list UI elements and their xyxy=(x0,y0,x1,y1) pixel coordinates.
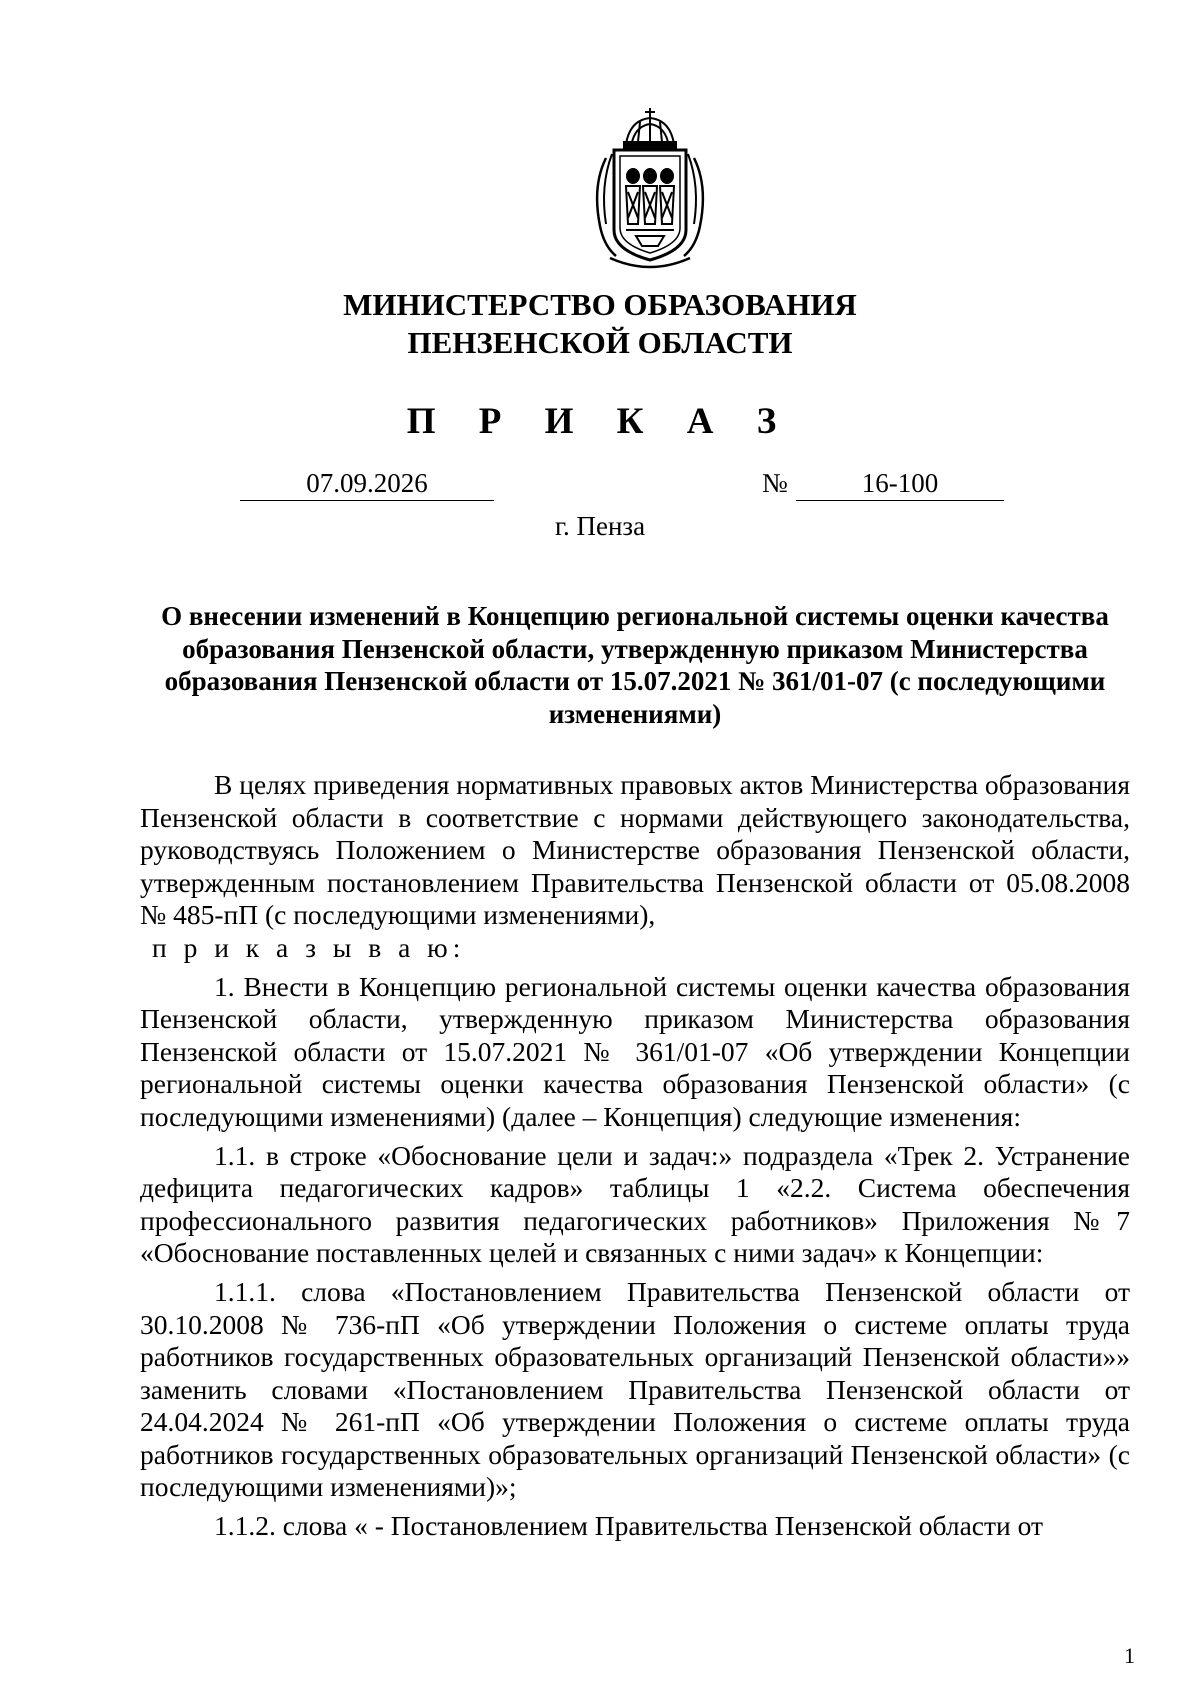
order-number: 16-100 xyxy=(796,466,1004,501)
ministry-name xyxy=(0,286,1200,362)
item-1-paragraph: 1. Внести в Концепцию региональной системы оценки качества образования Пензенской области, утвержденную приказом Министерства образования Пензенской области от 15.07.2021 № 361/01-07 «Об утверждении Концепции региональной системы оценки качества образования Пензенской области» (с последующими изменениями) (далее – Концепция) следующие изменения: xyxy=(140,970,1130,1132)
item-1-1-paragraph: 1.1. в строке «Обоснование цели и задач:» подраздела «Трек 2. Устранение дефицита педагогических кадров» таблицы 1 «2.2. Система обеспечения профессионального развития педагогических работников» Приложения №7 «Обоснование поставленных целей и связанных с ними задач» к Концепции: xyxy=(140,1139,1130,1269)
page-number: 1 xyxy=(1124,1643,1135,1668)
coat-of-arms-emblem xyxy=(586,106,714,272)
order-word: п р и к а з ы в а ю: xyxy=(152,931,466,963)
ministry-name-line-1: МИНИСТЕРСТВО ОБРАЗОВАНИЯ xyxy=(343,287,857,322)
order-body xyxy=(140,769,1130,1543)
preamble-paragraph xyxy=(140,769,1130,965)
ministry-name-line-2: ПЕНЗЕНСКОЙ ОБЛАСТИ xyxy=(407,325,793,360)
order-number-sign: № xyxy=(762,468,788,498)
order-subject-heading: О внесении изменений в Концепцию региональной системы оценки качества образования Пензенской области, утвержденную приказом Министерства образования Пензенской области от 15.07.2021 № 361/01-07 (с последующими изменениями) xyxy=(161,601,1109,729)
order-title: П Р И К А З xyxy=(406,401,794,442)
order-city: г. Пенза xyxy=(554,511,646,541)
preamble-text: В целях приведения нормативных правовых актов Министерства образования Пензенской области в соответствие с нормами действующего законодательства, руководствуясь Положением о Министерстве образования Пензенской области, утвержденным постановлением Правительства Пензенской области от 05.08.2008 № 485-пП (с последующими изменениями), xyxy=(140,769,1130,931)
order-date: 07.09.2026 xyxy=(240,466,494,501)
item-1-1-1-paragraph: 1.1.1. слова «Постановлением Правительства Пензенской области от 30.10.2008 № 736-пП «Об утверждении Положения о системе оплаты труда работников государственных образовательных организаций Пензенской области»» заменить словами «Постановлением Правительства Пензенской области от 24.04.2024 № 261-пП «Об утверждении Положения о системе оплаты труда работников государственных образовательных организаций Пензенской области» (с последующими изменениями)»; xyxy=(140,1275,1130,1503)
item-1-1-2-paragraph: 1.1.2. слова « - Постановлением Правительства Пензенской области от xyxy=(214,1510,1044,1542)
